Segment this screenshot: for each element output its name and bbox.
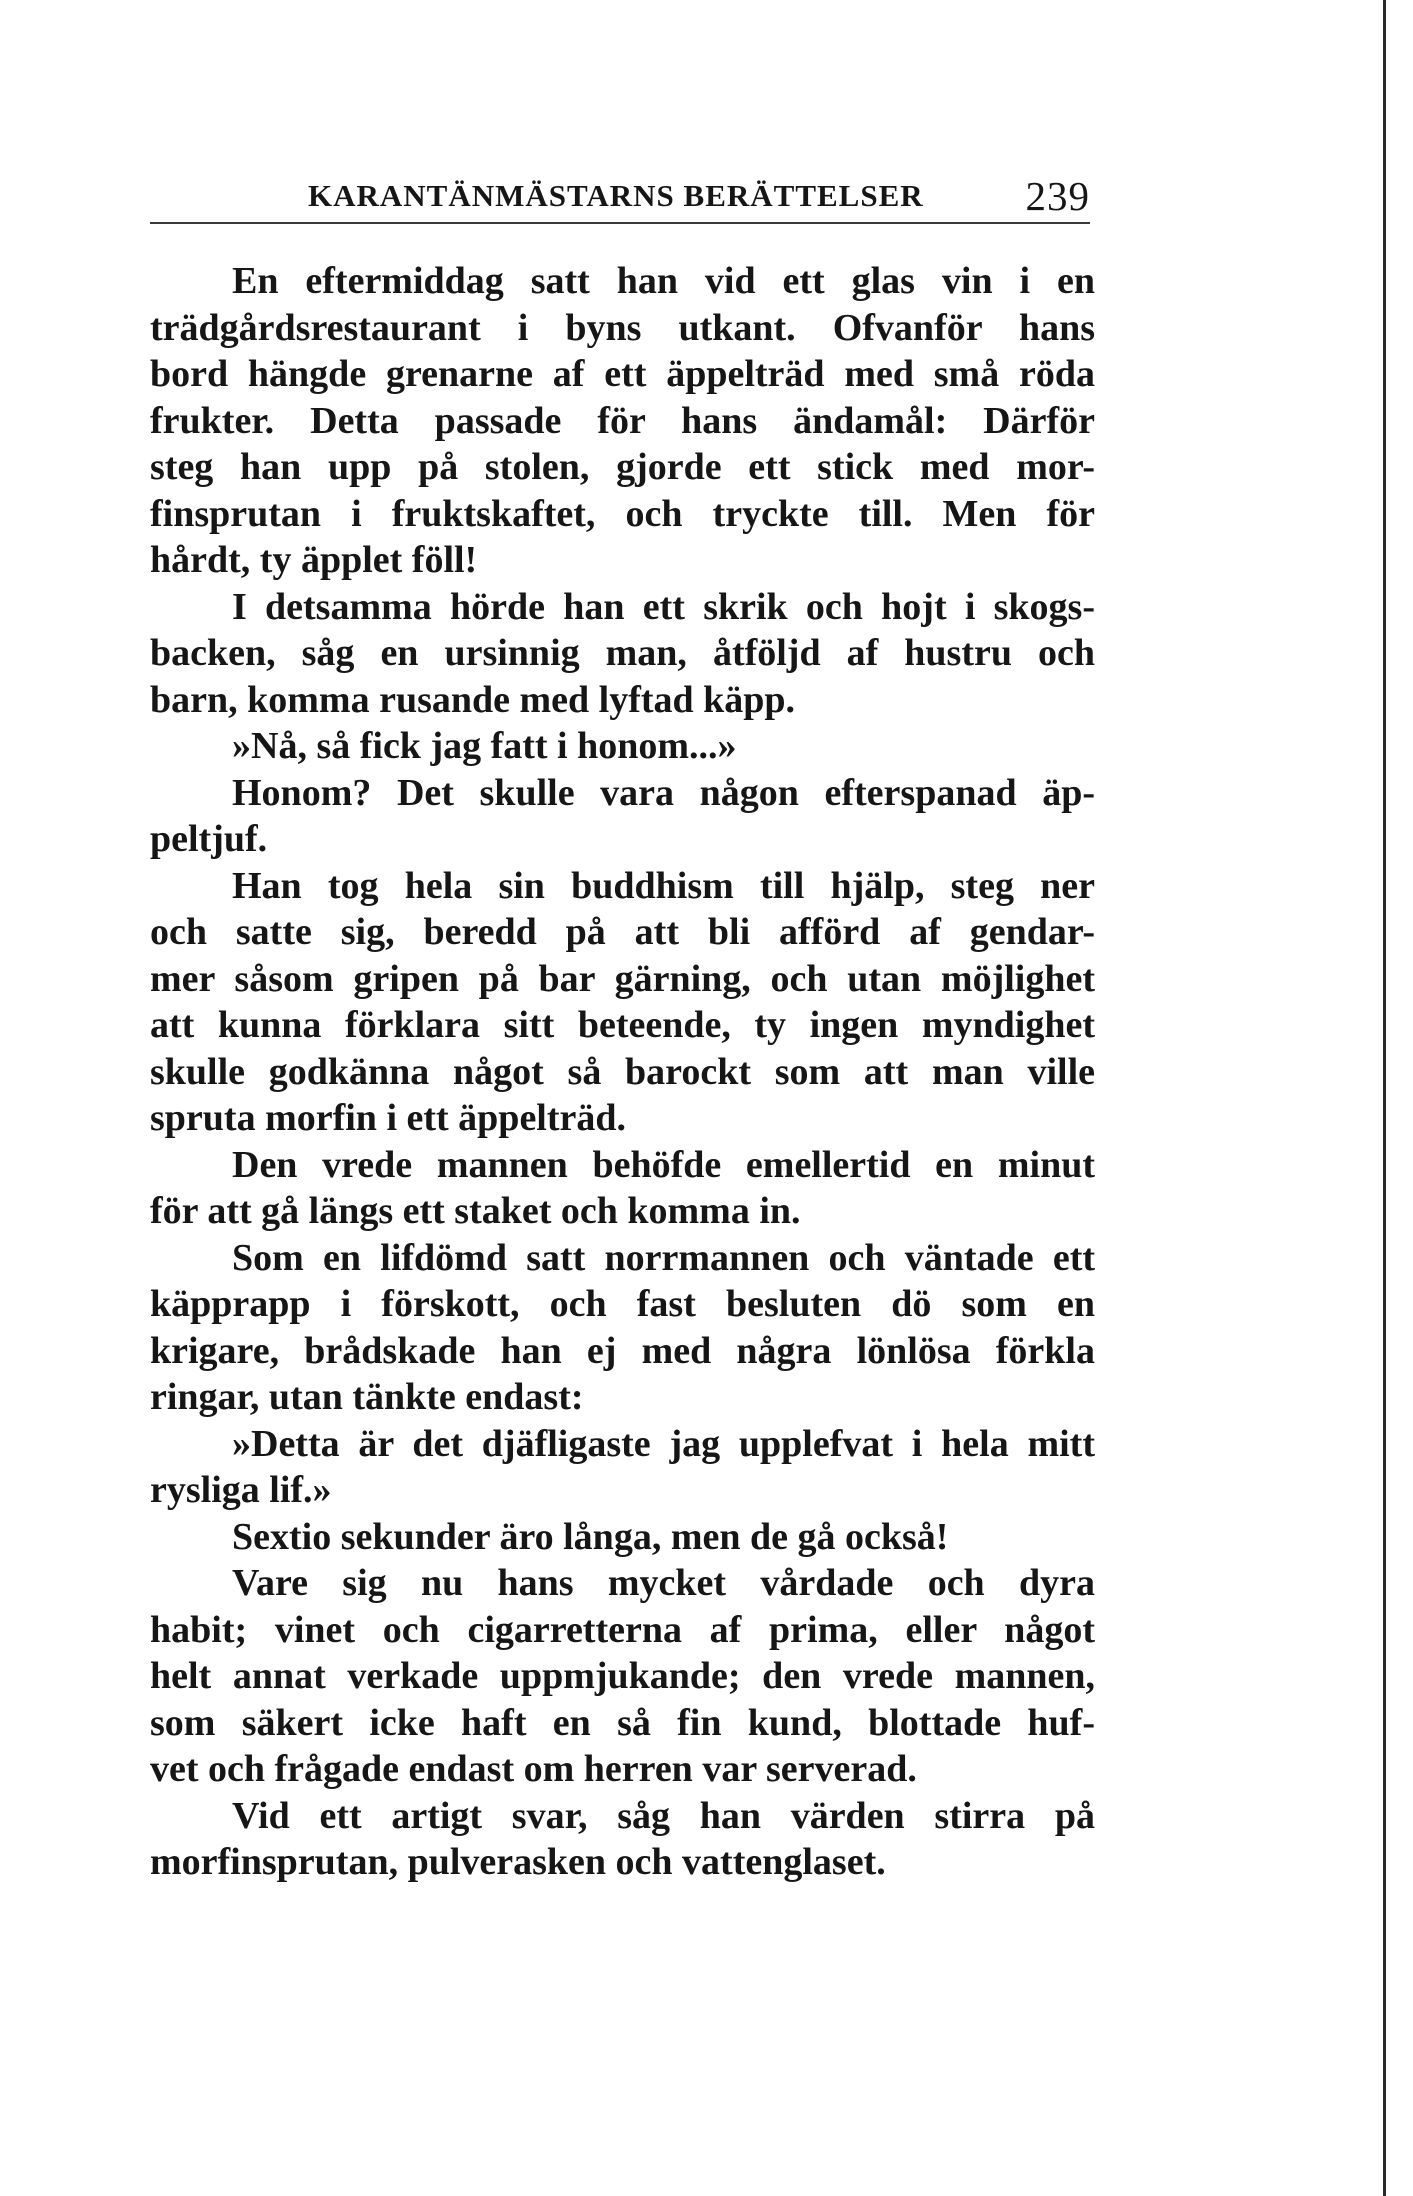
text-line: krigare, brådskade han ej med några lönlösa förkla: [150, 1329, 1095, 1372]
text-line: I detsamma hörde han ett skrik och hojt i skogs-: [232, 585, 1095, 628]
text-line: som säkert icke haft en så fin kund, blottade huf-: [150, 1701, 1095, 1744]
text-line: morfinsprutan, pulverasken och vattenglaset.: [150, 1841, 886, 1883]
text-line: för att gå längs ett staket och komma in.: [150, 1190, 801, 1232]
text-line: hårdt, ty äpplet föll!: [150, 539, 478, 581]
text-line: backen, såg en ursinnig man, åtföljd af hustru och: [150, 632, 1095, 674]
text-line: rysliga lif.»: [150, 1469, 332, 1511]
text-line: och satte sig, beredd på att bli afförd af gendar-: [150, 911, 1095, 953]
text-line: »Nå, så fick jag fatt i honom...»: [232, 725, 737, 767]
text-line: käpprapp i förskott, och fast besluten dö som en: [150, 1283, 1095, 1325]
header-rule: [150, 222, 1090, 224]
text-line: peltjuf.: [150, 818, 268, 860]
text-line: trädgårdsrestaurant i byns utkant. Ofvanför hans: [150, 306, 1095, 349]
text-line: habit; vinet och cigarretterna af prima, eller något: [150, 1608, 1095, 1651]
text-line: En eftermiddag satt han vid ett glas vin i en: [232, 260, 1095, 302]
text-line: Sextio sekunder äro långa, men de gå också!: [232, 1515, 949, 1558]
text-line: helt annat verkade uppmjukande; den vrede mannen,: [150, 1655, 1095, 1697]
body-text: [150, 258, 1095, 1886]
text-line: steg han upp på stolen, gjorde ett stick med mor-: [150, 446, 1095, 488]
text-line: Han tog hela sin buddhism till hjälp, steg ner: [232, 864, 1095, 907]
text-line: spruta morfin i ett äppelträd.: [150, 1097, 627, 1139]
text-line: vet och frågade endast om herren var serverad.: [150, 1748, 917, 1790]
text-line: Honom? Det skulle vara någon efterspanad äp-: [232, 771, 1095, 814]
text-line: Som en lifdömd satt norrmannen och väntade ett: [232, 1236, 1095, 1279]
page-number: 239: [1025, 173, 1090, 219]
text-line: »Detta är det djäfligaste jag upplefvat i hela mitt: [232, 1422, 1095, 1465]
text-line: skulle godkänna något så barockt som att man ville: [150, 1050, 1095, 1093]
running-title: KARANTÄNMÄSTARNS BERÄTTELSER: [308, 178, 924, 213]
text-line: bord hängde grenarne af ett äppelträd med små röda: [150, 353, 1095, 395]
text-line: barn, komma rusande med lyftad käpp.: [150, 678, 796, 721]
text-line: Vare sig nu hans mycket vårdade och dyra: [232, 1562, 1095, 1604]
text-line: finsprutan i fruktskaftet, och tryckte till. Men för: [150, 492, 1095, 535]
text-line: frukter. Detta passade för hans ändamål: Därför: [150, 399, 1095, 442]
text-line: Den vrede mannen behöfde emellertid en minut: [232, 1143, 1095, 1186]
page-header: [150, 172, 1090, 220]
text-line: Vid ett artigt svar, såg han värden stirra på: [232, 1794, 1095, 1837]
scan-edge-line: [1383, 0, 1386, 2196]
text-line: att kunna förklara sitt beteende, ty ingen myndighet: [150, 1004, 1095, 1046]
text-line: mer såsom gripen på bar gärning, och utan möjlighet: [150, 957, 1095, 1000]
text-line: ringar, utan tänkte endast:: [150, 1376, 584, 1418]
